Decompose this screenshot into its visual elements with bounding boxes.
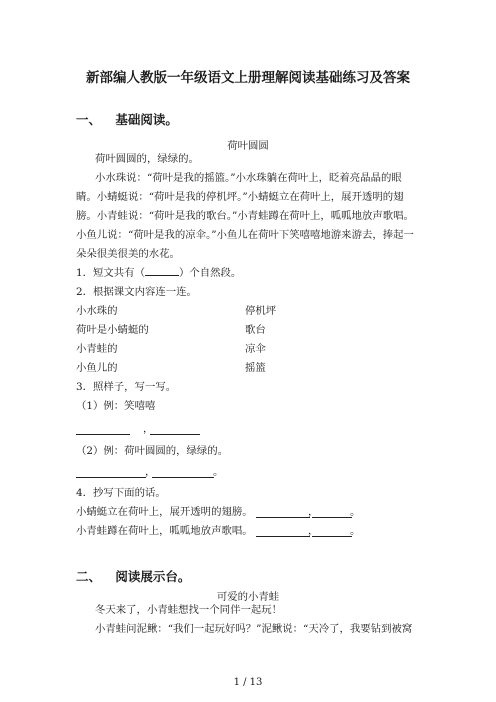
q3-ex2-blank-2[interactable] (152, 477, 214, 478)
passage1-line: 小水珠说：“荷叶是我的摇篮。”小水珠躺在荷叶上，眨着亮晶晶的眼 (95, 172, 402, 184)
section2-number: 二、 (76, 569, 102, 584)
passage2-title: 可爱的小青蛙 (216, 591, 280, 603)
passage1-line: 膀。小青蛙说：“荷叶是我的歌台。”小青蛙蹲在荷叶上，呱呱地放声歌唱。 (76, 210, 414, 222)
q4-s2-separator: ， (308, 525, 319, 537)
q3-example-2: （2）例：荷叶圆圆的，绿绿的。 (76, 445, 229, 457)
q3-ex1-separator: ， (143, 423, 154, 435)
passage1-line: 朵朵很美很美的水花。 (76, 248, 180, 260)
q4-sentence-1: 小蜻蜓立在荷叶上，展开透明的翅膀。 (76, 506, 253, 518)
passage1-line: 睛。小蜻蜓说：“荷叶是我的停机坪。”小蜻蜓立在荷叶上，展开透明的翅 (76, 191, 404, 203)
q3-ex1-blank-1[interactable] (76, 434, 130, 435)
q1-answer-blank[interactable] (145, 265, 179, 276)
section1-heading (76, 110, 178, 128)
q3-ex2-separator: ， (145, 466, 156, 478)
q4-s1-blank-1[interactable] (256, 517, 310, 518)
q4-s2-end: 。 (350, 525, 361, 537)
question-3-prompt: 3．照样子，写一写。 (76, 381, 177, 393)
q3-ex1-blank-2[interactable] (150, 434, 200, 435)
passage1-line: 荷叶圆圆的，绿绿的。 (95, 153, 199, 165)
section1-title: 基础阅读。 (115, 112, 178, 127)
q1-suffix: ）个自然段。 (178, 267, 242, 279)
passage1-title: 荷叶圆圆 (227, 140, 269, 152)
passage1-line: 小鱼儿说：“荷叶是我的凉伞。”小鱼儿在荷叶下笑嘻嘻地游来游去，捧起一 (76, 229, 414, 241)
question-4-prompt: 4．抄写下面的话。 (76, 487, 166, 499)
q4-s1-blank-2[interactable] (312, 517, 352, 518)
match-left-item[interactable]: 小水珠的 (76, 305, 118, 317)
q1-prefix: 1．短文共有（ (76, 267, 145, 279)
match-right-item[interactable]: 歌台 (245, 324, 266, 336)
match-right-item[interactable]: 摇篮 (245, 362, 266, 374)
section2-title: 阅读展示台。 (115, 569, 191, 584)
section2-heading (76, 567, 190, 585)
q4-sentence-2: 小青蛙蹲在荷叶上，呱呱地放声歌唱。 (76, 525, 253, 537)
q4-s2-blank-1[interactable] (256, 536, 310, 537)
match-right-item[interactable]: 凉伞 (245, 343, 266, 355)
match-left-item[interactable]: 小青蛙的 (76, 343, 118, 355)
passage2-line: 小青蛙问泥鳅：“我们一起玩好吗？”泥鳅说：“天冷了，我要钻到被窝 (95, 623, 413, 635)
q4-s2-blank-2[interactable] (312, 536, 352, 537)
q3-ex2-end: 。 (213, 466, 224, 478)
q3-example-1: （1）例：笑嘻嘻 (76, 400, 156, 412)
section1-number: 一、 (76, 112, 102, 127)
q4-s1-end: 。 (350, 506, 361, 518)
q4-s1-separator: ， (308, 506, 319, 518)
question-1 (76, 264, 241, 283)
match-left-item[interactable]: 小鱼儿的 (76, 362, 118, 374)
match-left-item[interactable]: 荷叶是小蜻蜓的 (76, 324, 149, 336)
page-number: 1 / 13 (233, 677, 263, 688)
passage2-line: 冬天来了，小青蛙想找一个同伴一起玩！ (95, 604, 283, 616)
question-2-prompt: 2．根据课文内容连一连。 (76, 286, 197, 298)
page-title: 新部编人教版一年级语文上册理解阅读基础练习及答案 (86, 70, 410, 86)
match-right-item[interactable]: 停机坪 (245, 305, 277, 317)
q3-ex2-blank-1[interactable] (76, 477, 146, 478)
